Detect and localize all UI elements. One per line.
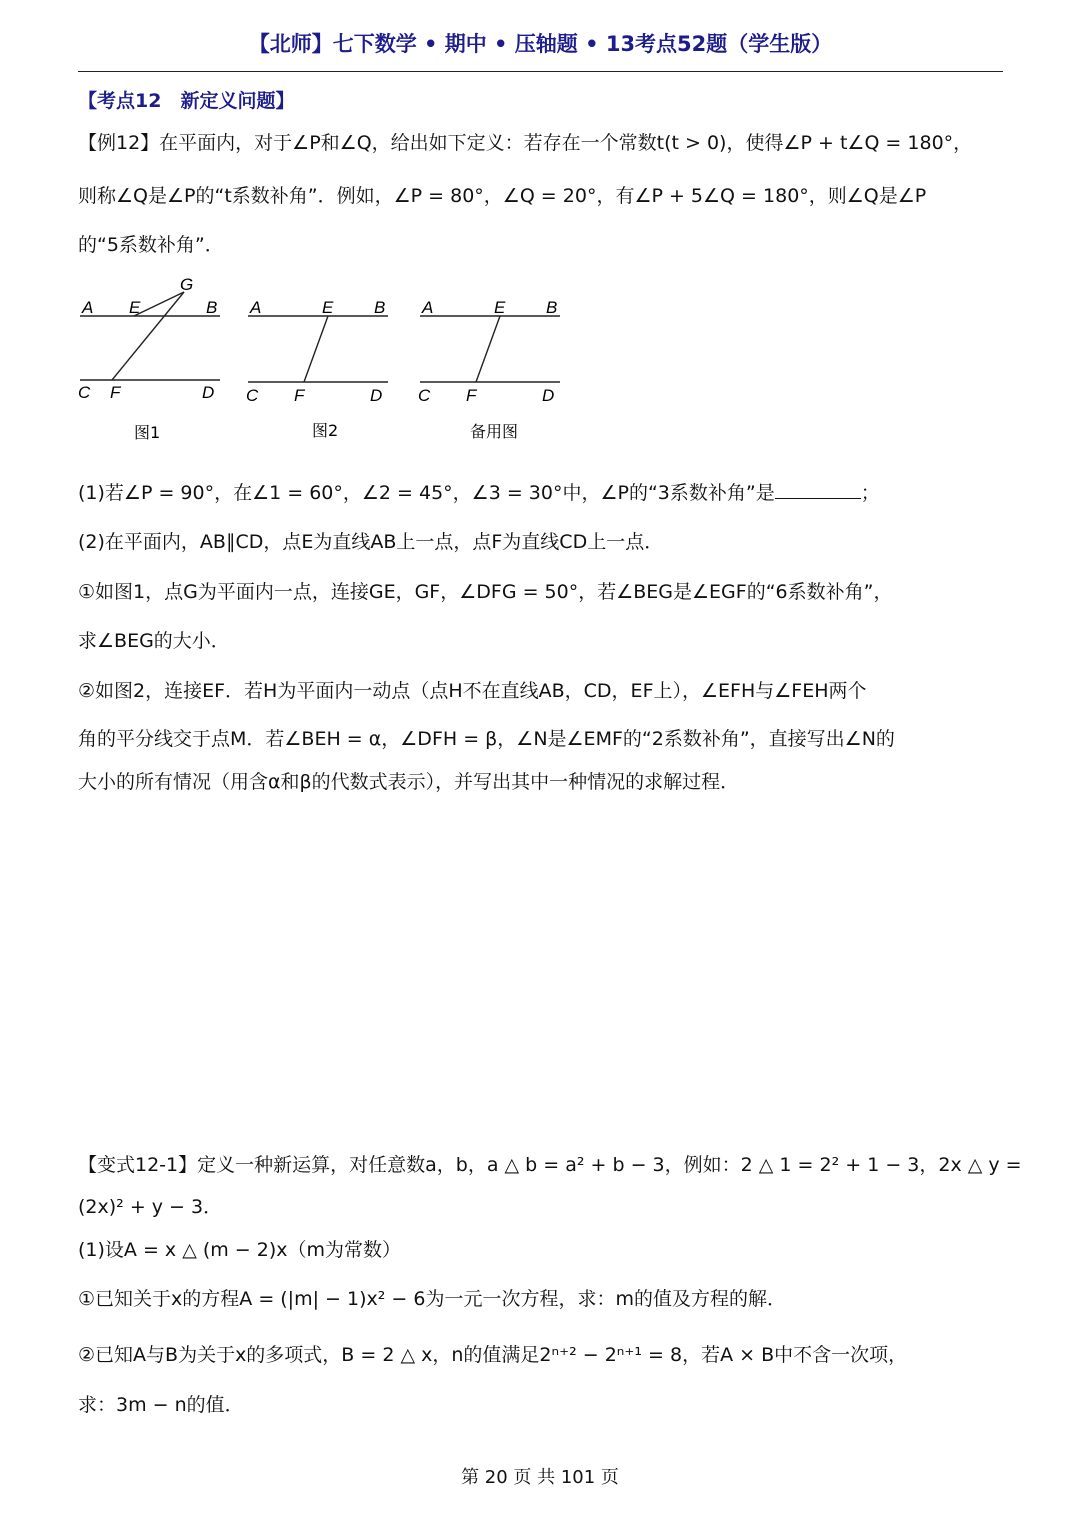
- fig1-label-g: G: [180, 275, 194, 294]
- fig3-line-ef: [476, 316, 500, 382]
- fig2-label-e: E: [322, 298, 334, 317]
- example-line-3: 的“5系数补角”．: [78, 234, 224, 256]
- variant-question-1a: ①已知关于x的方程A = (|m| − 1)x² − 6为一元一次方程，求：m的值及方程的解．: [78, 1288, 786, 1310]
- fig2-label-b: B: [374, 298, 386, 317]
- question-1-end: ；: [860, 482, 880, 504]
- question-1-text: (1)若∠P = 90°，在∠1 = 60°，∠2 = 45°，∠3 = 30°中，∠P的“3系数补角”是: [78, 482, 775, 504]
- fig2-caption: 图2: [312, 421, 339, 440]
- question-2b-line-3: 大小的所有情况（用含α和β的代数式表示），并写出其中一种情况的求解过程．: [78, 771, 740, 793]
- geometry-figures: [72, 270, 572, 450]
- fig3-label-b: B: [546, 298, 558, 317]
- fig1-caption: 图1: [134, 423, 161, 442]
- example-line-1: 【例12】在平面内，对于∠P和∠Q，给出如下定义：若存在一个常数t(t > 0)，使得∠P + t∠Q = 180°，: [78, 132, 973, 154]
- fig2-label-d: D: [370, 386, 383, 405]
- fig1-label-a: A: [82, 298, 94, 317]
- fig1-line-fg: [112, 292, 184, 380]
- section-title: 【考点12 新定义问题】: [78, 90, 295, 112]
- fig2-label-c: C: [246, 386, 259, 405]
- fig1-label-f: F: [110, 383, 121, 402]
- variant-line-2: (2x)² + y − 3．: [78, 1196, 223, 1218]
- fig1-label-c: C: [78, 383, 91, 402]
- figure-1: [78, 275, 220, 442]
- fig2-line-ef: [304, 316, 328, 382]
- question-2a-line-2: 求∠BEG的大小．: [78, 630, 230, 652]
- fig3-label-d: D: [542, 386, 555, 405]
- question-1: [78, 478, 1008, 505]
- fig2-label-f: F: [294, 386, 305, 405]
- fig2-label-a: A: [250, 298, 262, 317]
- question-2b-line-2: 角的平分线交于点M．若∠BEH = α，∠DFH = β，∠N是∠EMF的“2系数补角”，直接写出∠N的: [78, 728, 895, 750]
- page-footer: 第 20 页 共 101 页: [461, 1467, 619, 1488]
- question-2: (2)在平面内，AB∥CD，点E为直线AB上一点，点F为直线CD上一点．: [78, 531, 664, 553]
- fig1-label-d: D: [202, 383, 215, 402]
- page-header-title: 【北师】七下数学 • 期中 • 压轴题 • 13考点52题（学生版）: [248, 32, 833, 56]
- variant-line-1: 【变式12-1】定义一种新运算，对任意数a，b，a △ b = a² + b − 3，例如：2 △ 1 = 2² + 1 − 3，2x △ y =: [78, 1154, 1022, 1176]
- question-2b-line-1: ②如图2，连接EF．若H为平面内一动点（点H不在直线AB，CD，EF上），∠EFH与∠FEH两个: [78, 680, 867, 702]
- fig3-label-a: A: [422, 298, 434, 317]
- fig3-label-e: E: [494, 298, 506, 317]
- example-line-2: 则称∠Q是∠P的“t系数补角”．例如，∠P = 80°，∠Q = 20°，有∠P + 5∠Q = 180°，则∠Q是∠P: [78, 185, 927, 207]
- variant-question-1b-line-1: ②已知A与B为关于x的多项式，B = 2 △ x，n的值满足2ⁿ⁺² − 2ⁿ⁺¹ = 8，若A × B中不含一次项，: [78, 1344, 908, 1366]
- figure-backup: [418, 298, 560, 441]
- fig3-label-c: C: [418, 386, 431, 405]
- question-2a-line-1: ①如图1，点G为平面内一点，连接GE，GF，∠DFG = 50°，若∠BEG是∠EGF的“6系数补角”，: [78, 581, 893, 603]
- answer-blank[interactable]: [775, 480, 861, 499]
- variant-question-1b-line-2: 求：3m − n的值．: [78, 1394, 244, 1416]
- fig3-caption: 备用图: [470, 422, 519, 441]
- fig1-label-b: B: [206, 298, 218, 317]
- header-rule: [78, 71, 1003, 72]
- fig1-label-e: E: [129, 298, 141, 317]
- fig1-line-eg: [134, 292, 184, 316]
- variant-question-1: (1)设A = x △ (m − 2)x（m为常数）: [78, 1239, 402, 1261]
- fig3-label-f: F: [466, 386, 477, 405]
- figure-2: [246, 298, 388, 440]
